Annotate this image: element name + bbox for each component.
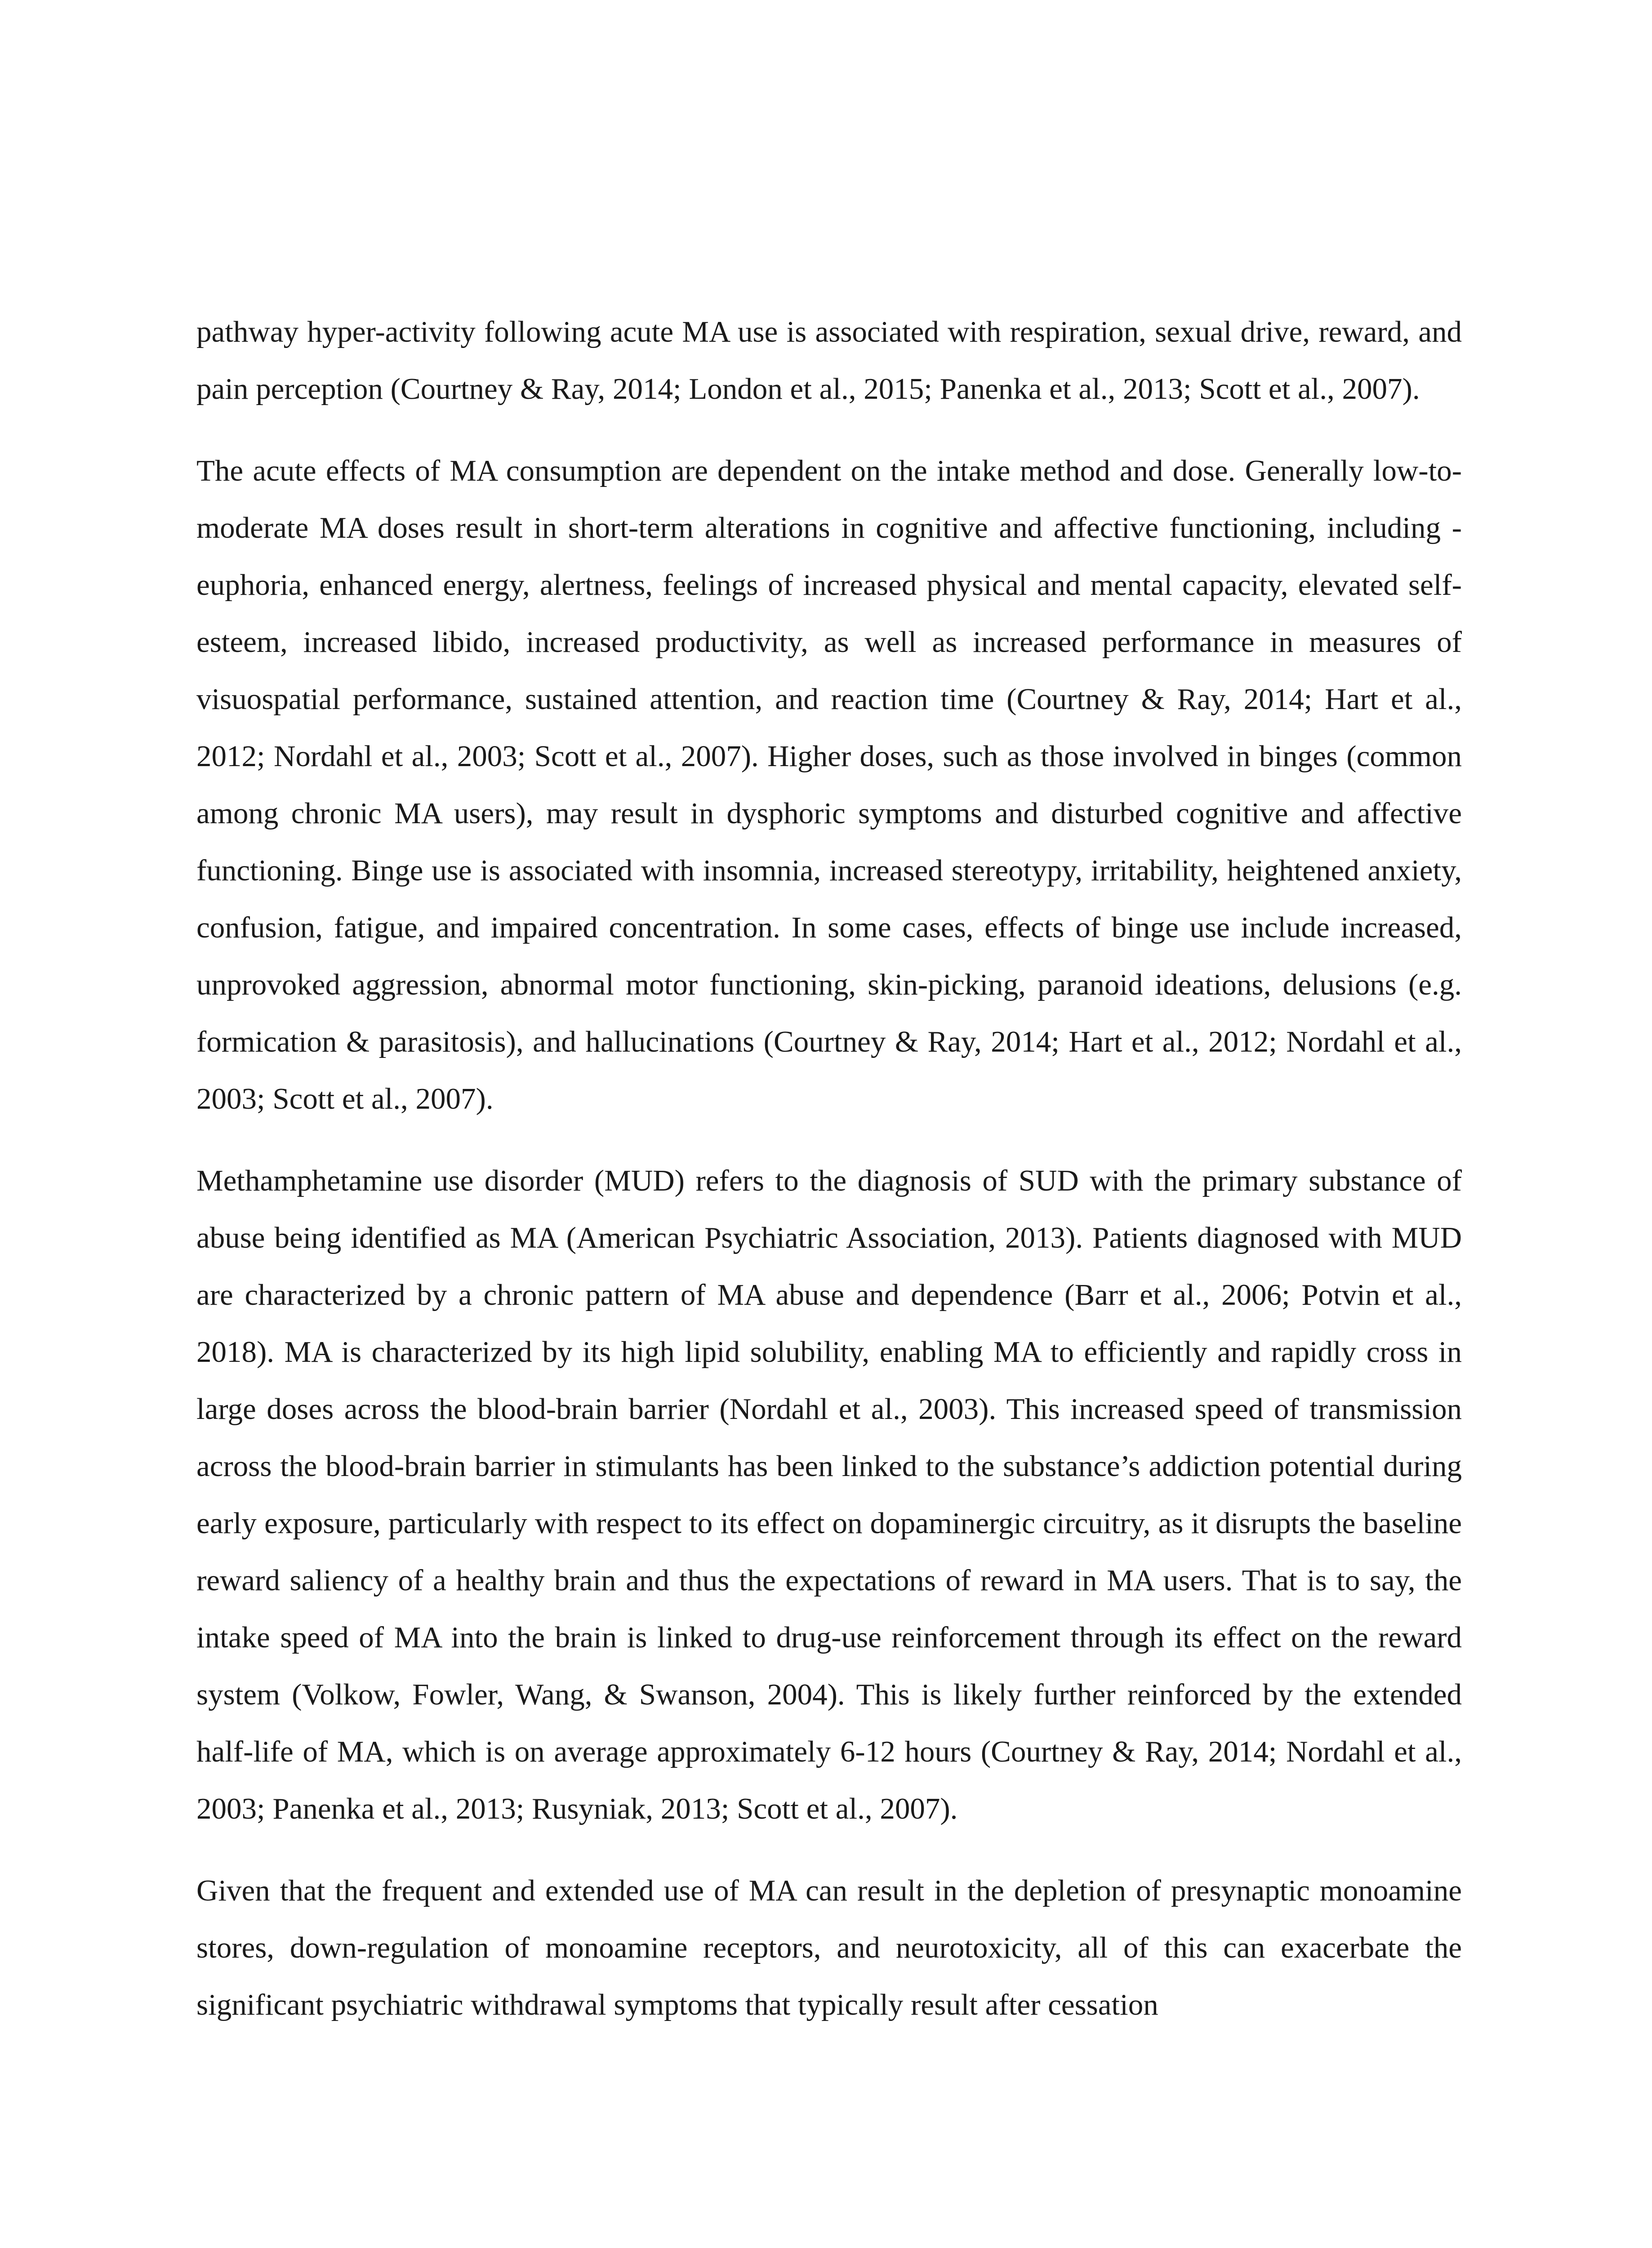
paragraph-withdrawal: Given that the frequent and extended use of MA can result in the depletion of presynaptic monoamine stores, down-regulation of monoamine receptors, and neurotoxicity, all of this can exacerbate the significant psychiatric withdrawal symptoms that typically result after cessation (196, 1874, 1462, 2021)
paragraph-acute-effects: The acute effects of MA consumption are dependent on the intake method and dose. Generally low-to-moderate MA doses result in short-term alterations in cognitive and affective functioning, including - euphoria, enhanced energy, alertness, feelings of increased physical and mental capacity, elevated self-esteem, increased libido, increased productivity, as well as increased performance in measures of visuospatial performance, sustained attention, and reaction time (Courtney & Ray, 2014; Hart et al., 2012; Nordahl et al., 2003; Scott et al., 2007). Higher doses, such as those involved in binges (common among chronic MA users), may result in dysphoric symptoms and disturbed cognitive and affective functioning. Binge use is associated with insomnia, increased stereotypy, irritability, heightened anxiety, confusion, fatigue, and impaired concentration. In some cases, effects of binge use include increased, unprovoked aggression, abnormal motor functioning, skin-picking, paranoid ideations, delusions (e.g. formication & parasitosis), and hallucinations (Courtney & Ray, 2014; Hart et al., 2012; Nordahl et al., 2003; Scott et al., 2007). (196, 454, 1462, 1115)
paragraph-continuation: pathway hyper-activity following acute MA use is associated with respiration, sexual drive, reward, and pain perception (Courtney & Ray, 2014; London et al., 2015; Panenka et al., 2013; Scott et al., 2007). (196, 315, 1462, 406)
paragraph-mud: Methamphetamine use disorder (MUD) refers to the diagnosis of SUD with the primary substance of abuse being identified as MA (American Psychiatric Association, 2013). Patients diagnosed with MUD are characterized by a chronic pattern of MA abuse and dependence (Barr et al., 2006; Potvin et al., 2018). MA is characterized by its high lipid solubility, enabling MA to efficiently and rapidly cross in large doses across the blood-brain barrier (Nordahl et al., 2003). This increased speed of transmission across the blood-brain barrier in stimulants has been linked to the substance’s addiction potential during early exposure, particularly with respect to its effect on dopaminergic circuitry, as it disrupts the baseline reward saliency of a healthy brain and thus the expectations of reward in MA users. That is to say, the intake speed of MA into the brain is linked to drug-use reinforcement through its effect on the reward system (Volkow, Fowler, Wang, & Swanson, 2004). This is likely further reinforced by the extended half-life of MA, which is on average approximately 6-12 hours (Courtney & Ray, 2014; Nordahl et al., 2003; Panenka et al., 2013; Rusyniak, 2013; Scott et al., 2007). (196, 1164, 1462, 1825)
body-text (196, 303, 1462, 2034)
